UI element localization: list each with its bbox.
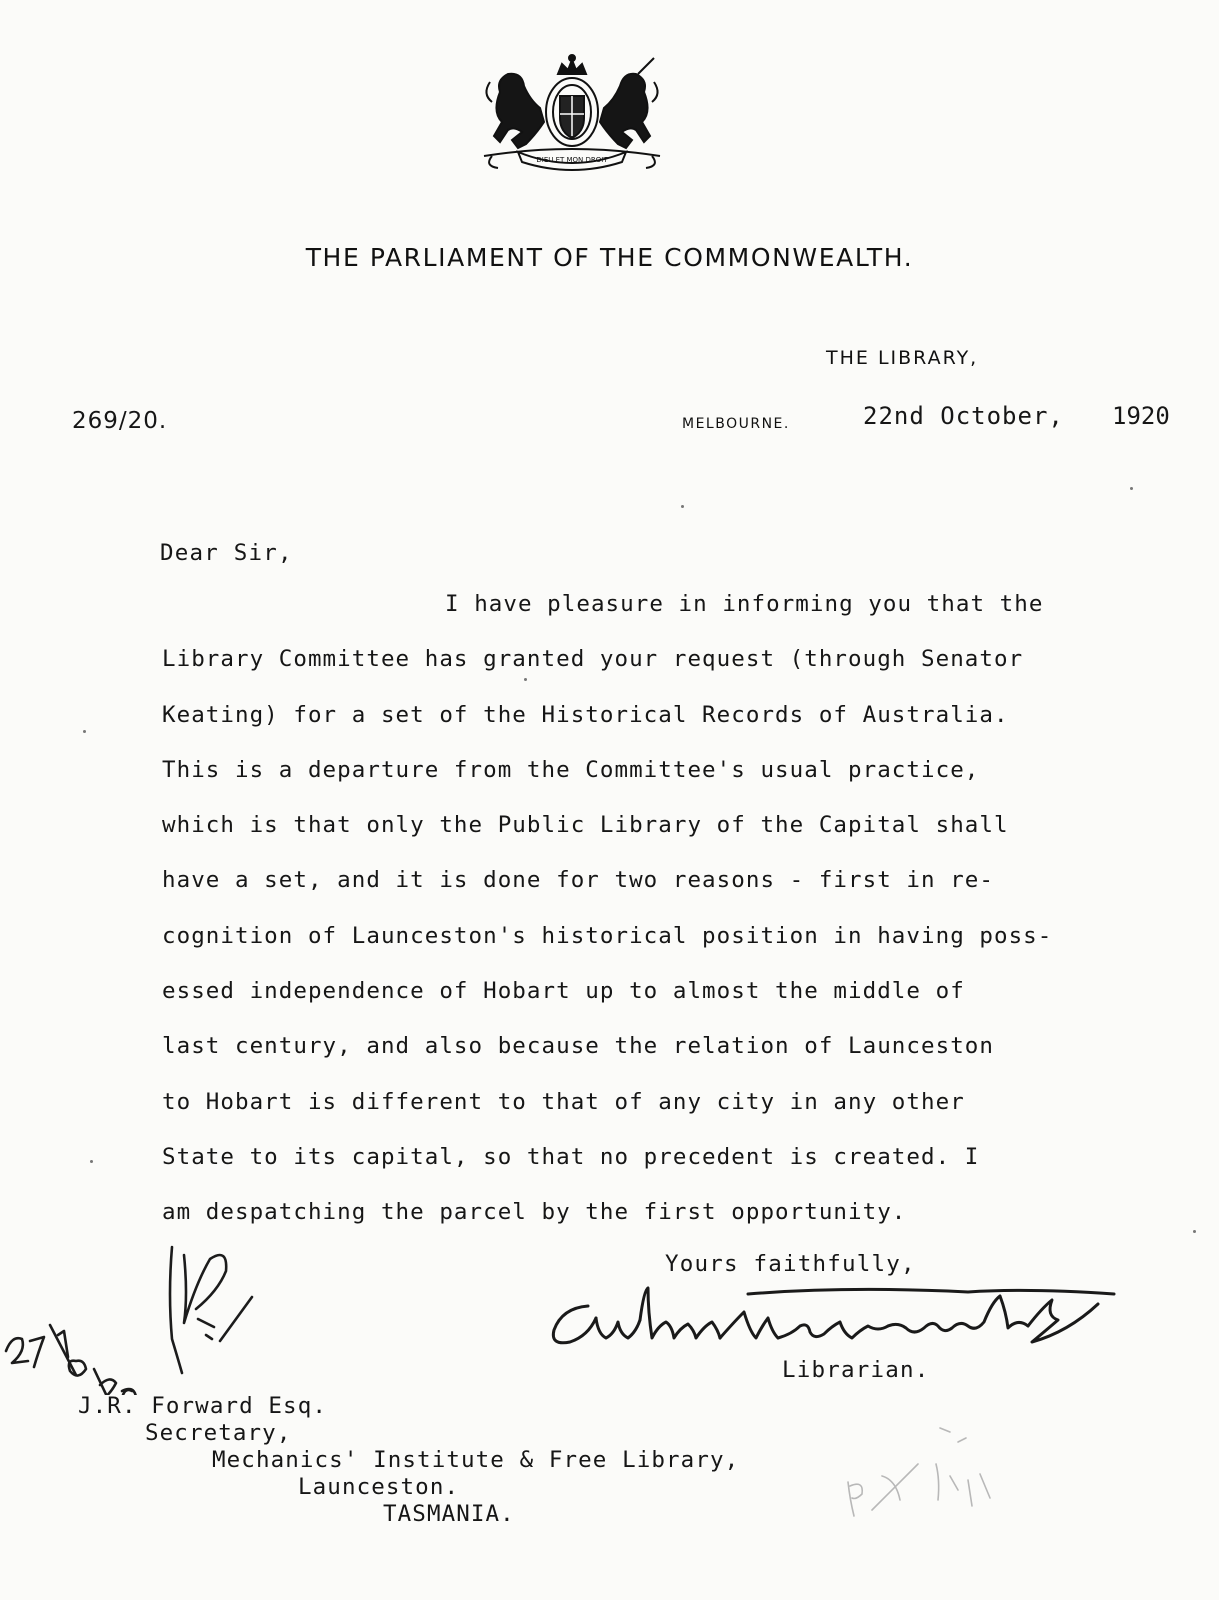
signatory-role: Librarian.	[782, 1357, 930, 1383]
body-line: Keating) for a set of the Historical Records of Australia.	[162, 701, 1009, 728]
handwritten-margin-annotation	[0, 1235, 280, 1395]
recipient-organisation: Mechanics' Institute & Free Library,	[212, 1447, 740, 1473]
letter-year: 1920	[1112, 402, 1170, 430]
salutation: Dear Sir,	[160, 540, 293, 566]
department-label: THE LIBRARY,	[826, 347, 979, 369]
body-line: I have pleasure in informing you that the	[445, 591, 1044, 617]
body-line: to Hobart is different to that of any city in any other	[162, 1088, 965, 1115]
royal-coat-of-arms	[478, 52, 666, 172]
handwritten-signature	[548, 1282, 1118, 1357]
crest-motto: DIEU ET MON DROIT	[536, 156, 608, 164]
faint-pencil-marks	[840, 1420, 1060, 1600]
closing: Yours faithfully,	[665, 1251, 916, 1277]
letter-date: 22nd October,	[863, 402, 1064, 430]
paper-speck	[1193, 1230, 1196, 1233]
recipient-city: Launceston.	[298, 1474, 460, 1500]
body-line: Library Committee has granted your request (through Senator	[162, 646, 1024, 673]
body-line: essed independence of Hobart up to almost the middle of	[162, 978, 965, 1005]
paper-speck	[90, 1160, 93, 1163]
body-line: cognition of Launceston's historical position in having poss-	[162, 922, 1053, 949]
body-line: This is a departure from the Committee's usual practice,	[162, 756, 980, 783]
paper-speck	[1130, 487, 1133, 490]
reference-number: 269/20.	[72, 408, 168, 434]
recipient-title: Secretary,	[145, 1420, 292, 1446]
paper-speck	[524, 678, 527, 681]
body-line: which is that only the Public Library of the Capital shall	[162, 812, 1009, 839]
letter-body	[162, 589, 1162, 1253]
body-line: State to its capital, so that no precedent is created. I	[162, 1143, 980, 1170]
paper-speck	[83, 730, 86, 733]
recipient-state: TASMANIA.	[383, 1501, 515, 1527]
body-line: last century, and also because the relation of Launceston	[162, 1033, 994, 1060]
paper-speck	[681, 505, 684, 508]
institution-heading: THE PARLIAMENT OF THE COMMONWEALTH.	[305, 243, 914, 272]
recipient-name: J.R. Forward Esq.	[78, 1393, 327, 1419]
city-label: MELBOURNE.	[682, 416, 790, 432]
body-line: have a set, and it is done for two reasons - first in re-	[162, 867, 994, 894]
body-line: am despatching the parcel by the first opportunity.	[162, 1199, 907, 1226]
